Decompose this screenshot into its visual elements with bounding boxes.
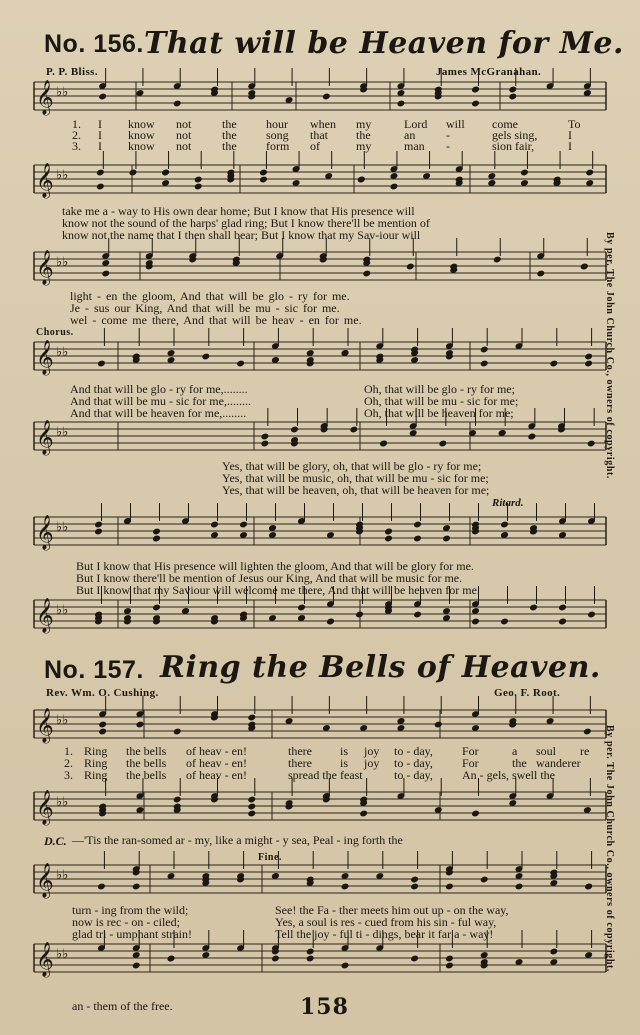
lyric-word: the bells — [126, 744, 167, 758]
h156-chorus-upper-note — [237, 360, 245, 367]
h157-sys2-upper-note — [411, 883, 419, 890]
h156-sys2-note — [325, 172, 333, 179]
lyric-word: joy — [364, 744, 380, 758]
lyric-word: the — [222, 139, 237, 153]
h156-sys3-note — [493, 256, 501, 263]
lyric-word: to - day, — [394, 756, 433, 770]
final-line-3: But I know that my Saviour will welcome me there, And that will be heaven for me. — [76, 583, 480, 597]
chorus-upper-line-1a: And that will be glo - ry for me,........ — [70, 382, 248, 396]
lyric-word: To — [568, 117, 581, 131]
h156-chorus-upper-note — [480, 346, 488, 353]
h156-sys3-note — [363, 270, 371, 277]
lyric-word: to - day, — [394, 768, 433, 782]
h156-sys1-note — [322, 93, 330, 100]
h156-chorus-lower-note — [261, 440, 269, 447]
lyric-word: - — [446, 128, 450, 142]
clef-icon: 𝄞 — [36, 942, 54, 977]
h156-sys5-lower-note — [442, 607, 450, 614]
lyric-word: a — [512, 744, 518, 758]
h156-sys5-upper-note — [384, 528, 392, 535]
hymn-157-author: Rev. Wm. O. Cushing. — [46, 687, 159, 699]
h156-chorus-upper-note — [202, 353, 210, 360]
h157-s2-line-1a: turn - ing from the wild; — [72, 903, 189, 917]
lyric-word: the — [222, 117, 237, 131]
lyric-word: of heav - en! — [186, 756, 247, 770]
lyric-word: sion fair, — [492, 139, 535, 153]
h156-sys5-upper-note — [500, 531, 508, 538]
page-number: 158 — [300, 994, 349, 1020]
dc-label: D.C. — [44, 834, 67, 848]
h157-sys2-upper-note — [341, 872, 349, 879]
lyric-word: that — [310, 128, 328, 142]
h156-sys5-upper-note — [94, 521, 102, 528]
h156-sys2-note — [423, 172, 431, 179]
chorus-lower-line-1: Yes, that will be glory, oh, that will be glo - ry for me; — [222, 459, 482, 473]
h156-sys2-note — [259, 169, 267, 176]
h156-chorus-upper-note — [411, 356, 419, 363]
h156-sys3-note — [580, 263, 588, 270]
h157-sys1-lower-note — [248, 796, 256, 803]
h157-sys1-upper-note — [434, 721, 442, 728]
h156-chorus-upper-note — [97, 360, 105, 367]
h156-sys5-lower-note — [355, 611, 363, 618]
flat-icon: ♭♭ — [56, 868, 69, 883]
h156-sys5-lower-note — [123, 607, 131, 614]
lyric-word: the — [222, 128, 237, 142]
hymn-156-author: James McGranahan. — [436, 66, 542, 78]
chorus-upper-line-2a: And that will be mu - sic for me,........ — [70, 394, 251, 408]
lyric-word: joy — [364, 756, 380, 770]
h156-sys5-upper-note — [558, 531, 566, 538]
h156-sys5-upper-note — [500, 521, 508, 528]
h157-sys1-upper-note — [397, 724, 405, 731]
flat-icon: ♭♭ — [56, 345, 69, 360]
h156-sys5-upper-note — [384, 535, 392, 542]
h156-chorus-lower-note — [290, 426, 298, 433]
lyric-word: my — [356, 139, 372, 153]
hymn-157-composer: Geo. F. Root. — [494, 687, 561, 699]
h157-sys2-upper-note — [515, 872, 523, 879]
h157-sys2-lower-note — [445, 962, 453, 969]
h156-sys2-note — [488, 172, 496, 179]
h156-sys5-upper-note — [268, 531, 276, 538]
h156-sys1-note — [397, 100, 405, 107]
flat-icon: ♭♭ — [56, 947, 69, 962]
h157-sys2-lower-note — [167, 955, 175, 962]
lyric-word: soul — [536, 744, 557, 758]
h156-chorus-upper-note — [167, 356, 175, 363]
lyric-word: not — [176, 128, 192, 142]
fine-label: Fine. — [258, 852, 282, 863]
h157-sys2-upper-note — [480, 876, 488, 883]
lyric-word: know — [128, 128, 155, 142]
lyric-word: Lord — [404, 117, 428, 131]
h156-sys5-upper-note — [94, 528, 102, 535]
h156-sys2-note — [259, 176, 267, 183]
lyric-word: For — [462, 744, 479, 758]
lyric-word: the — [512, 756, 527, 770]
h156-chorus-upper-note — [341, 349, 349, 356]
h156-sys2-note — [488, 179, 496, 186]
h156-chorus-lower-note — [261, 433, 269, 440]
h157-sys2-upper-note — [445, 883, 453, 890]
h156-sys5-lower-note — [442, 614, 450, 621]
chorus-upper-line-1b: Oh, that will be glo - ry for me; — [364, 382, 515, 396]
h156-sys5-lower-note — [152, 604, 160, 611]
h157-sys1-lower-note — [360, 810, 368, 817]
h157-sys2-lower-note — [132, 962, 140, 969]
lyric-word: the bells — [126, 768, 167, 782]
clef-icon: 𝄞 — [36, 790, 54, 825]
h157-s2-line-3b: Tell the joy - ful ti - dings, bear it far a - way! — [275, 927, 494, 941]
h156-sys2-note — [586, 169, 594, 176]
h156-sys5-lower-note — [587, 611, 595, 618]
h157-s2-line-2b: Yes, a soul is res - cued from his sin - ful way, — [275, 915, 497, 929]
lyric-word: the bells — [126, 756, 167, 770]
h157-sys2-lower-note — [202, 951, 210, 958]
h156-chorus-upper-note — [585, 353, 593, 360]
lyric-word: song — [266, 128, 289, 142]
h156-sys2-note — [586, 179, 594, 186]
clef-icon: 𝄞 — [36, 80, 54, 115]
h156-chorus-lower-note — [350, 426, 358, 433]
h157-sys1-upper-note — [322, 724, 330, 731]
h156-sys2-note — [162, 179, 170, 186]
h156-sys1-note — [397, 89, 405, 96]
h157-sys1-lower-note — [248, 803, 256, 810]
hymn-157-title: Ring the Bells of Heaven. — [160, 650, 601, 685]
h157-s2-line-2a: now is rec - on - ciled; — [72, 915, 180, 929]
clef-icon: 𝄞 — [36, 598, 54, 633]
flat-icon: ♭♭ — [56, 520, 69, 535]
h156-sys5-upper-note — [442, 524, 450, 531]
h156-chorus-lower-note — [498, 429, 506, 436]
h157-sys1-upper-note — [136, 721, 144, 728]
h156-chorus-upper-note — [480, 360, 488, 367]
lyric-word: wanderer — [536, 756, 581, 770]
lyric-word: Ring — [84, 756, 108, 770]
h156-chorus-upper-note — [550, 360, 558, 367]
hymn-156-number: No. 156. — [44, 30, 144, 58]
h156-sys1-note — [99, 93, 107, 100]
h156-sys5-upper-note — [268, 524, 276, 531]
h157-sys1-upper-note — [397, 717, 405, 724]
h157-sys2-upper-note — [167, 872, 175, 879]
h157-sys1-lower-note — [136, 806, 144, 813]
h156-sys2-note — [129, 169, 137, 176]
h156-sys3-note — [537, 270, 545, 277]
hymn-156-system-3-line-1: light - en the gloom, And that will be glo - ry for me. — [70, 289, 350, 303]
flat-icon: ♭♭ — [56, 85, 69, 100]
lyric-word: 2. — [64, 756, 73, 770]
h157-s2-line-1b: See! the Fa - ther meets him out up - on the way, — [275, 903, 509, 917]
lyric-word: my — [356, 117, 372, 131]
copyright-note-2: By per. The John Church Co., owners of copyright. — [604, 725, 615, 973]
h156-chorus-upper-note — [585, 360, 593, 367]
lyric-word: I — [98, 139, 102, 153]
h157-sys2-upper-note — [515, 883, 523, 890]
h156-sys5-lower-note — [558, 618, 566, 625]
h156-sys1-note — [509, 86, 517, 93]
lyric-word: when — [310, 117, 336, 131]
h156-sys5-upper-note — [152, 528, 160, 535]
h156-sys5-lower-note — [413, 611, 421, 618]
h156-sys5-upper-note — [413, 521, 421, 528]
h156-chorus-upper-note — [306, 349, 314, 356]
lyric-word: is — [340, 744, 349, 758]
h157-sys2-upper-note — [97, 883, 105, 890]
h157-sys2-upper-note — [132, 883, 140, 890]
lyric-word: hour — [266, 117, 288, 131]
chorus-upper-line-2b: Oh, that will be mu - sic for me; — [364, 394, 519, 408]
ritard-marking: Ritard. — [492, 497, 524, 509]
lyric-word: of heav - en! — [186, 744, 247, 758]
lyric-word: man — [404, 139, 425, 153]
h156-sys5-upper-note — [442, 535, 450, 542]
hymn-156-system-3-line-3: wel - come me there, And that will be heav - en for me. — [70, 313, 362, 327]
h156-sys2-note — [96, 169, 104, 176]
hymn-156-system-2-line-3: know not the name that I then shall bear; But I know that my Sav-iour will — [62, 228, 421, 242]
lyric-word: not — [176, 117, 192, 131]
lyric-word: is — [340, 756, 349, 770]
h157-sys1-lower-note — [248, 810, 256, 817]
h156-sys5-upper-note — [326, 531, 334, 538]
h157-sys2-lower-note — [585, 951, 593, 958]
h156-chorus-lower-note — [379, 440, 387, 447]
clef-icon: 𝄞 — [36, 340, 54, 375]
flat-icon: ♭♭ — [56, 795, 69, 810]
clef-icon: 𝄞 — [36, 250, 54, 285]
lyric-word: an — [404, 128, 416, 142]
lyric-word: Ring — [84, 768, 108, 782]
h156-sys5-lower-note — [471, 618, 479, 625]
dc-line: —'Tis the ran-somed ar - my, like a might - y sea, Peal - ing forth the — [72, 833, 403, 847]
h156-sys1-note — [285, 96, 293, 103]
final-line-1: But I know that His presence will lighten the gloom, And that will be glory for me. — [76, 559, 474, 573]
lyric-word: the — [356, 128, 371, 142]
h156-sys2-note — [96, 183, 104, 190]
h157-sys1-lower-note — [471, 810, 479, 817]
h157-sys2-upper-note — [585, 883, 593, 890]
h156-sys2-note — [357, 176, 365, 183]
h157-sys1-upper-note — [248, 714, 256, 721]
h157-s2-line-3a: glad tri - umphant strain! — [72, 927, 192, 941]
h157-sys2-upper-note — [411, 876, 419, 883]
h157-sys1-upper-note — [173, 728, 181, 735]
h156-chorus-upper-note — [167, 349, 175, 356]
h157-sys1-upper-note — [99, 728, 107, 735]
h157-sys2-lower-note — [480, 951, 488, 958]
lyric-word: know — [128, 139, 155, 153]
chorus-upper-line-3a: And that will be heaven for me,........ — [70, 406, 247, 420]
h156-sys3-note — [406, 263, 414, 270]
h157-sys2-upper-note — [341, 883, 349, 890]
h156-sys5-lower-note — [297, 604, 305, 611]
h157-sys2-lower-note — [550, 948, 558, 955]
h157-sys1-upper-note — [583, 728, 591, 735]
h156-sys1-note — [471, 100, 479, 107]
lyric-word: Ring — [84, 744, 108, 758]
h157-sys2-lower-note — [445, 955, 453, 962]
lyric-word: spread the feast — [288, 768, 363, 782]
flat-icon: ♭♭ — [56, 255, 69, 270]
h156-sys2-note — [520, 169, 528, 176]
flat-icon: ♭♭ — [56, 603, 69, 618]
hymn-156-title: That will be Heaven for Me. — [144, 26, 624, 61]
h156-sys1-note — [583, 89, 591, 96]
h157-sys2-upper-note — [376, 872, 384, 879]
lyric-word: re — [580, 744, 590, 758]
hymn-156-system-2-line-2: know not the sound of the harps' glad ring; But I know there'll be mention of — [62, 216, 430, 230]
chorus-lower-line-2: Yes, that will be music, oh, that will be mu - sic for me; — [222, 471, 489, 485]
flat-icon: ♭♭ — [56, 713, 69, 728]
h157-sys2-lower-note — [271, 955, 279, 962]
h156-chorus-lower-note — [409, 429, 417, 436]
hymn-157-verse-lyrics — [0, 745, 640, 785]
lyric-word: come — [492, 117, 518, 131]
h157-sys1-lower-note — [434, 806, 442, 813]
lyric-word: 1. — [64, 744, 73, 758]
h156-sys1-note — [173, 100, 181, 107]
h156-sys3-note — [102, 259, 110, 266]
lyric-word: An - gels, swell the — [462, 768, 555, 782]
chorus-label: Chorus. — [36, 327, 74, 338]
h157-last-line: an - them of the free. — [72, 999, 173, 1013]
h156-sys2-note — [194, 183, 202, 190]
lyric-word: I — [568, 128, 572, 142]
h156-sys2-note — [292, 179, 300, 186]
lyric-word: know — [128, 117, 155, 131]
h156-sys5-lower-note — [268, 614, 276, 621]
h156-sys1-note — [136, 89, 144, 96]
clef-icon: 𝄞 — [36, 708, 54, 743]
flat-icon: ♭♭ — [56, 168, 69, 183]
h156-sys5-lower-note — [297, 614, 305, 621]
h156-sys2-note — [520, 179, 528, 186]
h156-sys3-note — [102, 270, 110, 277]
lyric-word: 2. — [72, 128, 81, 142]
h157-sys1-upper-note — [471, 724, 479, 731]
h157-sys2-lower-note — [341, 962, 349, 969]
lyric-word: of heav - en! — [186, 768, 247, 782]
lyric-word: there — [288, 756, 312, 770]
h156-sys5-upper-note — [413, 535, 421, 542]
h157-sys1-upper-note — [99, 721, 107, 728]
hymn-156-system-2-line-1: take me a - way to His own dear home; But I know that His presence will — [62, 204, 415, 218]
h157-sys2-lower-note — [306, 955, 314, 962]
h156-chorus-lower-note — [439, 440, 447, 447]
h157-sys1-lower-note — [173, 796, 181, 803]
h157-sys2-lower-note — [132, 951, 140, 958]
copyright-note-1: By per. The John Church Co., owners of copyright. — [604, 232, 615, 480]
h156-sys5-lower-note — [181, 607, 189, 614]
lyric-word: 1. — [72, 117, 81, 131]
final-line-2: But I know there'll be mention of Jesus our King, And that will be music for me. — [76, 571, 463, 585]
h157-sys1-lower-note — [583, 806, 591, 813]
h157-sys1-upper-note — [546, 717, 554, 724]
clef-icon: 𝄞 — [36, 863, 54, 898]
h157-sys1-upper-note — [285, 717, 293, 724]
h156-sys5-lower-note — [529, 604, 537, 611]
lyric-word: will — [446, 117, 465, 131]
h157-sys2-lower-note — [306, 948, 314, 955]
lyric-word: to - day, — [394, 744, 433, 758]
h156-sys5-upper-note — [210, 531, 218, 538]
h156-chorus-lower-note — [587, 440, 595, 447]
lyric-word: I — [568, 139, 572, 153]
h156-sys5-upper-note — [152, 535, 160, 542]
h157-sys2-lower-note — [515, 958, 523, 965]
h157-sys1-lower-note — [509, 799, 517, 806]
h157-sys2-upper-note — [271, 872, 279, 879]
clef-icon: 𝄞 — [36, 163, 54, 198]
lyric-word: 3. — [72, 139, 81, 153]
hymn-156-system-3-line-2: Je - sus our King, And that will be mu - sic for me. — [70, 301, 340, 315]
lyric-word: I — [98, 117, 102, 131]
lyric-word: 3. — [64, 768, 73, 782]
h156-sys1-note — [471, 86, 479, 93]
h156-sys5-upper-note — [239, 521, 247, 528]
hymn-156-composer: P. P. Bliss. — [46, 66, 98, 78]
h156-sys5-upper-note — [210, 521, 218, 528]
h156-sys1-note — [509, 93, 517, 100]
chorus-upper-line-3b: Oh, that will be heaven for me; — [364, 406, 514, 420]
chorus-lower-line-3: Yes, that will be heaven, oh, that will be heaven for me; — [222, 483, 490, 497]
h156-sys5-upper-note — [239, 531, 247, 538]
lyric-word: there — [288, 744, 312, 758]
h156-sys5-lower-note — [326, 618, 334, 625]
h157-sys2-upper-note — [550, 879, 558, 886]
lyric-word: - — [446, 139, 450, 153]
clef-icon: 𝄞 — [36, 420, 54, 455]
lyric-word: form — [266, 139, 290, 153]
h157-sys2-lower-note — [550, 958, 558, 965]
h156-sys5-lower-note — [500, 618, 508, 625]
hymn-157-number: No. 157. — [44, 656, 144, 684]
h156-chorus-lower-note — [528, 433, 536, 440]
lyric-word: For — [462, 756, 479, 770]
h156-sys2-note — [162, 169, 170, 176]
lyric-word: I — [98, 128, 102, 142]
h156-sys2-note — [390, 183, 398, 190]
h156-sys5-lower-note — [471, 607, 479, 614]
h156-chorus-upper-note — [271, 356, 279, 363]
h156-sys2-note — [390, 172, 398, 179]
lyric-word: of — [310, 139, 320, 153]
h157-sys1-upper-note — [360, 724, 368, 731]
h156-sys5-lower-note — [558, 604, 566, 611]
h156-sys2-note — [194, 176, 202, 183]
lyric-word: gels sing, — [492, 128, 538, 142]
h157-sys2-lower-note — [411, 955, 419, 962]
lyric-word: not — [176, 139, 192, 153]
flat-icon: ♭♭ — [56, 425, 69, 440]
hymn-156-system-1-lyrics — [0, 118, 640, 158]
clef-icon: 𝄞 — [36, 515, 54, 550]
